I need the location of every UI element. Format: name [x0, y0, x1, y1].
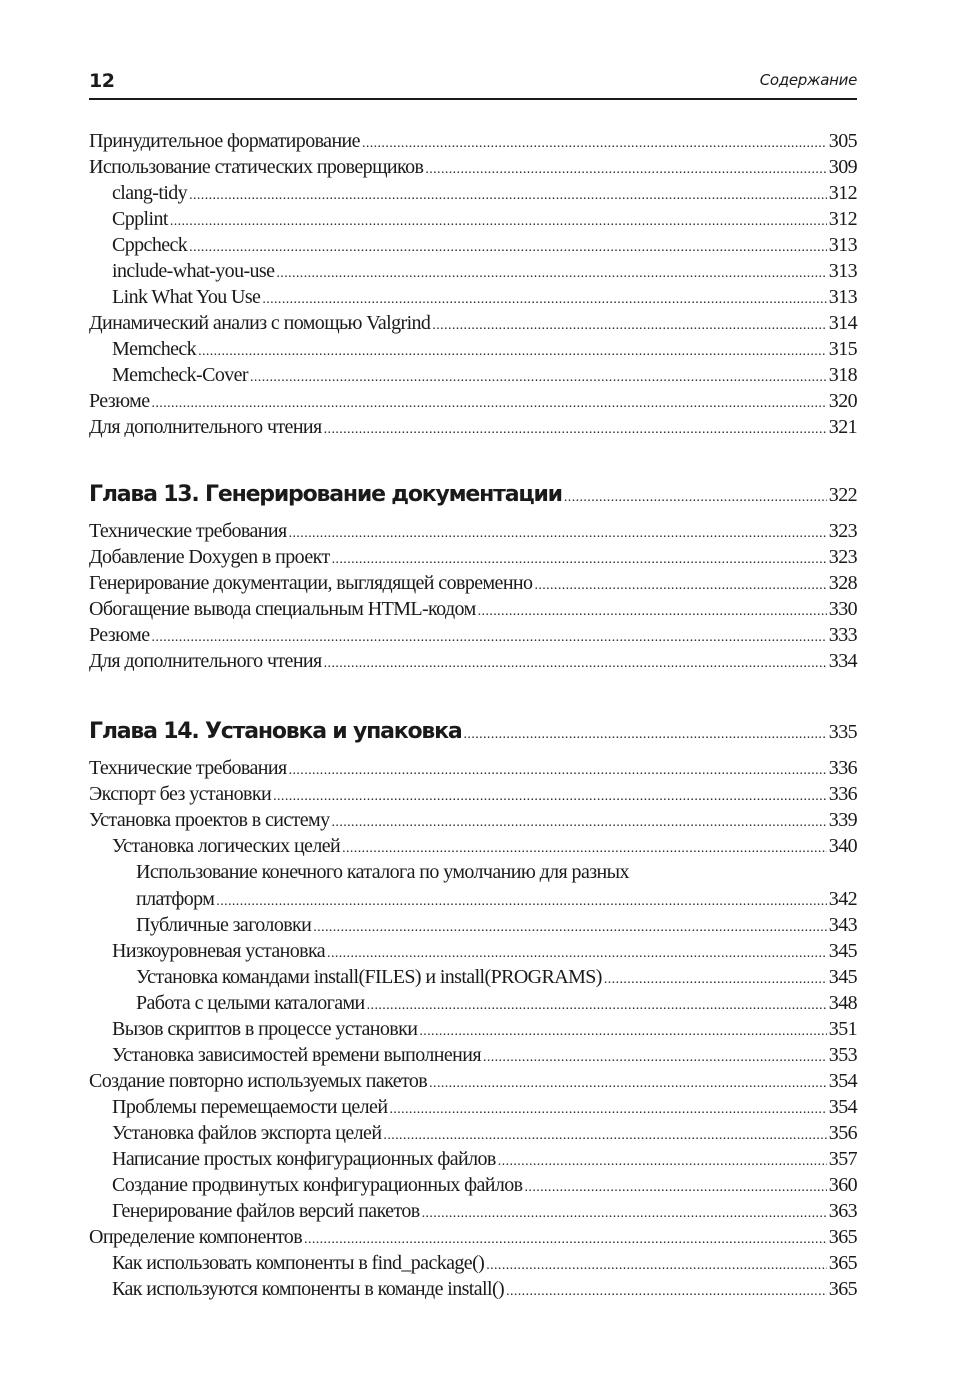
dot-leader	[250, 362, 827, 388]
dot-leader	[262, 284, 826, 310]
dot-leader	[564, 480, 827, 514]
dot-leader	[324, 648, 827, 674]
toc-entry-wrapped-line[interactable]: Использование конечного каталога по умолчанию для разных	[136, 861, 629, 883]
dot-leader	[273, 781, 827, 807]
dot-leader	[313, 912, 827, 938]
toc-entry[interactable]: Генерирование документации, выглядящей современно ..... 328	[89, 570, 857, 596]
dot-leader	[506, 1276, 827, 1302]
page-header	[89, 68, 857, 100]
dot-leader	[367, 990, 827, 1016]
dot-leader	[362, 128, 827, 154]
toc-entry[interactable]: Вызов скриптов в процессе установки ..... 351	[89, 1016, 857, 1042]
dot-leader	[464, 717, 827, 751]
toc-entry[interactable]: Написание простых конфигурационных файлов ..... 357	[89, 1146, 857, 1172]
toc-entry[interactable]: clang-tidy ..... 312	[89, 180, 857, 206]
dot-leader	[152, 388, 827, 414]
dot-leader	[483, 1042, 827, 1068]
dot-leader	[342, 833, 827, 859]
dot-leader	[432, 310, 826, 336]
chapter-heading[interactable]: Глава 14. Установка и упаковка ..... 335	[89, 715, 857, 749]
dot-leader	[604, 964, 827, 990]
dot-leader	[170, 206, 827, 232]
toc-entry[interactable]: Публичные заголовки ..... 343	[89, 912, 857, 938]
toc-chapter-14	[89, 715, 857, 1302]
toc-entry[interactable]: Использование статических проверщиков ..... 309	[89, 154, 857, 180]
dot-leader	[324, 414, 827, 440]
toc-entry[interactable]: Cpplint ..... 312	[89, 206, 857, 232]
dot-leader	[332, 807, 827, 833]
toc-entry[interactable]: Обогащение вывода специальным HTML-кодом ..... 330	[89, 596, 857, 622]
dot-leader	[422, 1198, 827, 1224]
toc-entry[interactable]: Определение компонентов ..... 365	[89, 1224, 857, 1250]
dot-leader	[189, 180, 827, 206]
toc-entry[interactable]: Генерирование файлов версий пакетов ..... 363	[89, 1198, 857, 1224]
dot-leader	[276, 258, 826, 284]
toc-section-continued	[89, 128, 857, 440]
toc-entry[interactable]: Установка зависимостей времени выполнения ..... 353	[89, 1042, 857, 1068]
dot-leader	[478, 596, 827, 622]
toc-entry[interactable]: Проблемы перемещаемости целей ..... 354	[89, 1094, 857, 1120]
toc-entry[interactable]: Технические требования ..... 336	[89, 755, 857, 781]
toc-entry[interactable]: Добавление Doxygen в проект ..... 323	[89, 544, 857, 570]
dot-leader	[327, 938, 827, 964]
toc-entry[interactable]: Экспорт без установки ..... 336	[89, 781, 857, 807]
toc-entry[interactable]: Динамический анализ с помощью Valgrind ..... 314	[89, 310, 857, 336]
dot-leader	[189, 232, 827, 258]
toc-entry[interactable]: include-what-you-use ..... 313	[89, 258, 857, 284]
toc-entry[interactable]: Установка проектов в систему ..... 339	[89, 807, 857, 833]
dot-leader	[425, 154, 826, 180]
page-number: 12	[89, 70, 115, 92]
dot-leader	[198, 336, 827, 362]
toc-entry[interactable]: платформ ..... 342	[89, 886, 857, 912]
toc-entry[interactable]: Создание продвинутых конфигурационных файлов ..... 360	[89, 1172, 857, 1198]
dot-leader	[289, 755, 827, 781]
toc-entry[interactable]: Создание повторно используемых пакетов ..... 354	[89, 1068, 857, 1094]
running-title: Содержание	[759, 71, 857, 89]
dot-leader	[486, 1250, 827, 1276]
toc-chapter-13	[89, 478, 857, 674]
toc-entry[interactable]: Memcheck-Cover ..... 318	[89, 362, 857, 388]
dot-leader	[152, 622, 827, 648]
toc-entry[interactable]: Как используются компоненты в команде install() ..... 365	[89, 1276, 857, 1302]
dot-leader	[389, 1094, 826, 1120]
toc-entry[interactable]: Cppcheck ..... 313	[89, 232, 857, 258]
toc-entry[interactable]: Работа с целыми каталогами ..... 348	[89, 990, 857, 1016]
toc-entry[interactable]: Резюме ..... 333	[89, 622, 857, 648]
dot-leader	[216, 886, 827, 912]
toc-entry[interactable]: Установка логических целей ..... 340	[89, 833, 857, 859]
toc-entry[interactable]: Для дополнительного чтения ..... 321	[89, 414, 857, 440]
dot-leader	[534, 570, 826, 596]
toc-entry[interactable]: Memcheck ..... 315	[89, 336, 857, 362]
dot-leader	[525, 1172, 827, 1198]
dot-leader	[332, 544, 827, 570]
dot-leader	[498, 1146, 827, 1172]
chapter-heading[interactable]: Глава 13. Генерирование документации ..... 322	[89, 478, 857, 512]
toc-entry[interactable]: Установка командами install(FILES) и install(PROGRAMS) ..... 345	[89, 964, 857, 990]
dot-leader	[429, 1068, 827, 1094]
dot-leader	[304, 1224, 827, 1250]
toc-entry[interactable]: Принудительное форматирование ..... 305	[89, 128, 857, 154]
dot-leader	[289, 518, 827, 544]
toc-entry[interactable]: Link What You Use ..... 313	[89, 284, 857, 310]
dot-leader	[383, 1120, 826, 1146]
toc-entry[interactable]: Как использовать компоненты в find_package() ..... 365	[89, 1250, 857, 1276]
toc-entry[interactable]: Резюме ..... 320	[89, 388, 857, 414]
toc-entry[interactable]: Для дополнительного чтения ..... 334	[89, 648, 857, 674]
dot-leader	[419, 1016, 826, 1042]
toc-entry[interactable]: Низкоуровневая установка ..... 345	[89, 938, 857, 964]
toc-entry[interactable]: Технические требования ..... 323	[89, 518, 857, 544]
toc-entry[interactable]: Установка файлов экспорта целей ..... 356	[89, 1120, 857, 1146]
